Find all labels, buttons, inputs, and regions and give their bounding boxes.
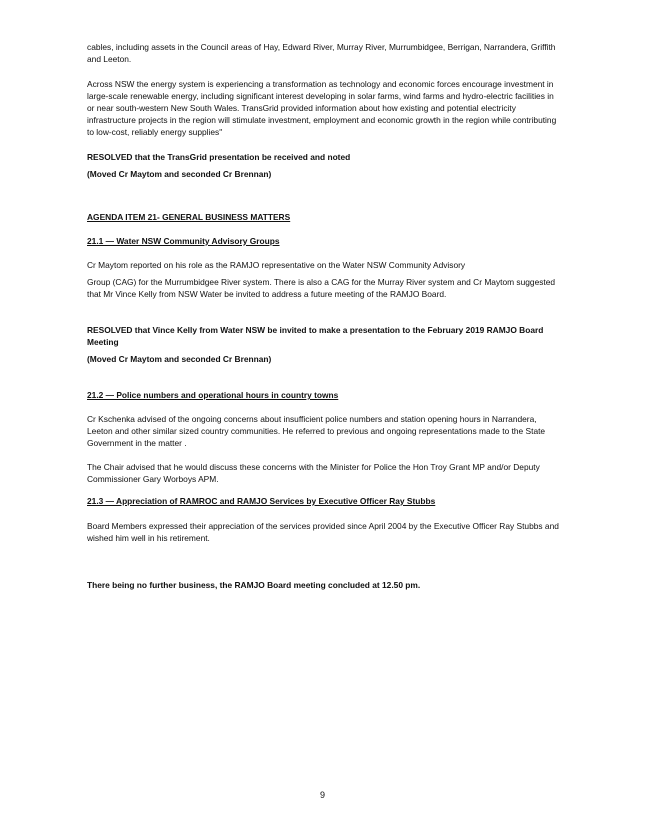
item-21-1-moved: (Moved Cr Maytom and seconded Cr Brennan) bbox=[87, 354, 272, 364]
intro-paragraph-1: cables, including assets in the Council areas of Hay, Edward River, Murray River, Murrumbidgee, Berrigan, Narrandera, Griffith and Leeton. bbox=[87, 42, 556, 64]
transgrid-moved: (Moved Cr Maytom and seconded Cr Brennan) bbox=[87, 169, 272, 179]
transgrid-resolution: RESOLVED that the TransGrid presentation be received and noted bbox=[87, 152, 351, 162]
item-21-1-resolution: RESOLVED that Vince Kelly from Water NSW be invited to make a presentation to the February 2019 RAMJO Board Meeting bbox=[87, 325, 544, 347]
item-21-2-heading: 21.2 — Police numbers and operational hours in country towns bbox=[87, 390, 339, 400]
closing-statement: There being no further business, the RAMJO Board meeting concluded at 12.50 pm. bbox=[87, 580, 421, 590]
agenda-heading: AGENDA ITEM 21- GENERAL BUSINESS MATTERS bbox=[87, 212, 291, 222]
item-21-2-paragraph-1: Cr Kschenka advised of the ongoing concerns about insufficient police numbers and station opening hours in Narrandera, Leeton and other similar sized country communities. He referred to previous and ongoing representations made to the State Government in the matter . bbox=[87, 414, 546, 448]
item-21-1-heading: 21.1 — Water NSW Community Advisory Groups bbox=[87, 236, 280, 246]
intro-paragraph-2: Across NSW the energy system is experiencing a transformation as technology and economic forces encourage investment in large-scale renewable energy, including significant interest developing in solar farms, wind farms and hydro-electric facilities in or near south-western New South Wales. TransGrid provided information about how existing and potential electricity infrastructure projects in the region will stimulate investment, employment and economic growth in the region while contributing to low-cost, reliably energy supplies" bbox=[87, 79, 557, 137]
item-21-1-paragraph-1: Cr Maytom reported on his role as the RAMJO representative on the Water NSW Community Advisory bbox=[87, 260, 466, 270]
item-21-3-heading: 21.3 — Appreciation of RAMROC and RAMJO Services by Executive Officer Ray Stubbs bbox=[87, 496, 436, 506]
item-21-1-paragraph-2: Group (CAG) for the Murrumbidgee River system. There is also a CAG for the Murray River system and Cr Maytom suggested that Mr Vince Kelly from NSW Water be invited to address a future meeting of the RAMJO Board. bbox=[87, 277, 556, 299]
item-21-3-paragraph-1: Board Members expressed their appreciation of the services provided since April 2004 by the Executive Officer Ray Stubbs and wished him well in his retirement. bbox=[87, 521, 559, 543]
item-21-2-paragraph-2: The Chair advised that he would discuss these concerns with the Minister for Police the Hon Troy Grant MP and/or Deputy Commissioner Gary Worboys APM. bbox=[87, 462, 540, 484]
page-number: 9 bbox=[319, 790, 325, 800]
